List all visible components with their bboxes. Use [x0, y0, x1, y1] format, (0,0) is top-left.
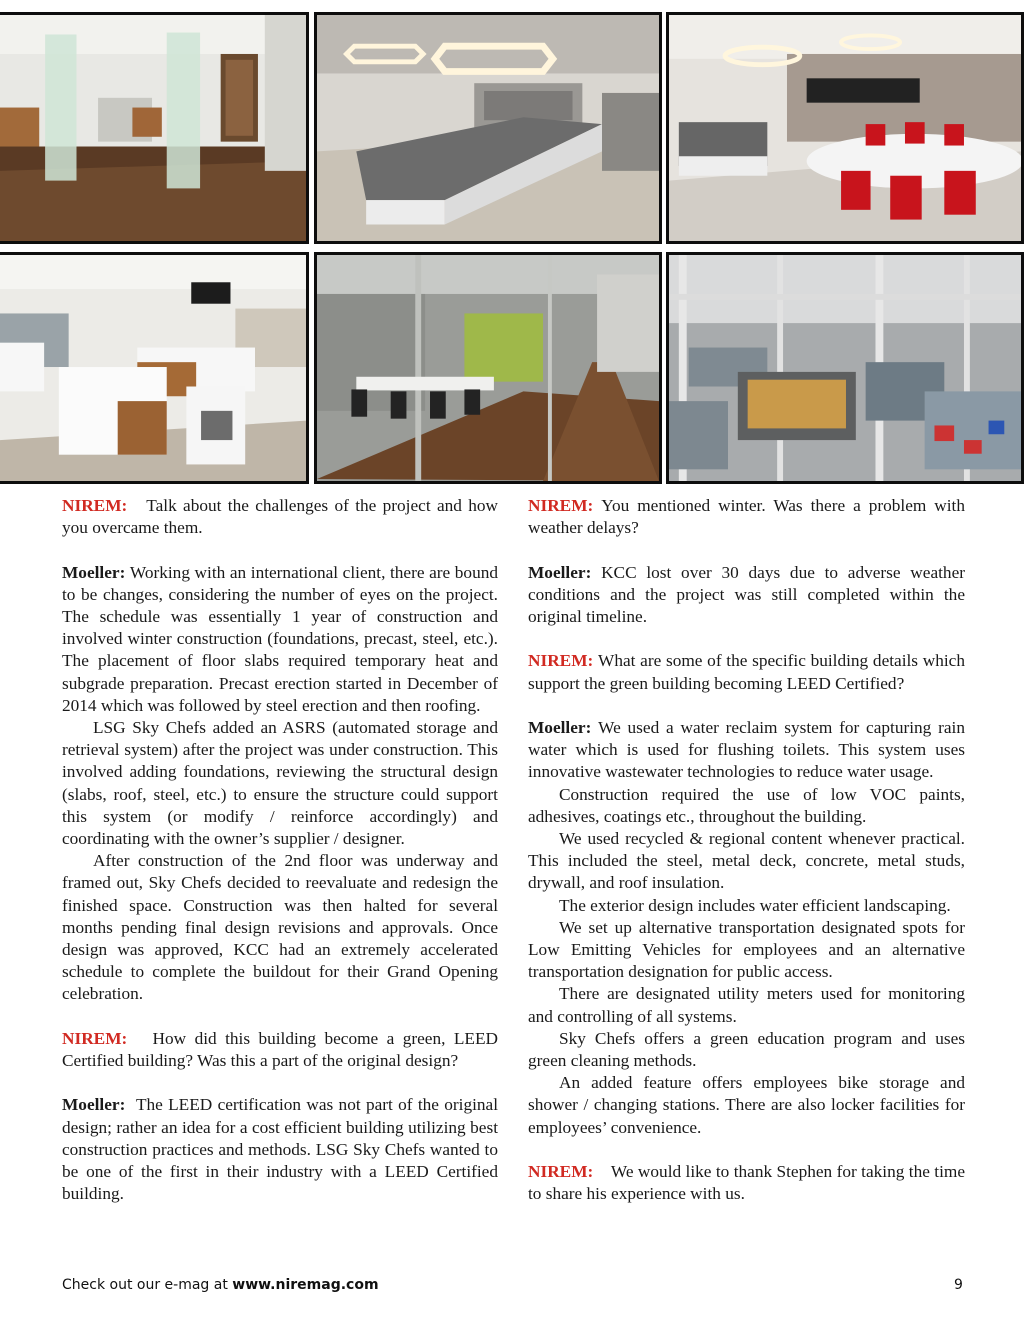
closing-statement [528, 1161, 965, 1205]
closing-text: We would like to thank Stephen for taking the time to share his experience with us. [528, 1162, 966, 1204]
question-challenges [62, 495, 498, 539]
question-text: Talk about the challenges of the project and how you overcame them. [62, 496, 498, 538]
answer-text: The LEED certification was not part of the original design; rather an idea for a cost efficient building utilizing best construction practices and methods. LSG Sky Chefs wanted to be one of the first in their industry with a LEED Certified building. [62, 1095, 499, 1204]
nirem-label: NIREM: [528, 496, 594, 515]
question-leed [62, 1028, 498, 1072]
nirem-label: NIREM: [62, 1028, 128, 1048]
photo-test-kitchen [0, 252, 309, 484]
answer-paragraph: Construction required the use of low VOC paints, adhesives, coatings etc., throughout the building. [528, 784, 965, 826]
question-text: How did this building become a green, LEED Certified building? Was this a part of the original design? [62, 1028, 498, 1071]
answer-paragraph: After construction of the 2nd floor was underway and framed out, Sky Chefs decided to reevaluate and redesign the finished space. Construction was then halted for several months pending final design revisions and approvals. Once design was approved, KCC had an extremely accelerated schedule to complete the buildout for their Grand Opening celebration. [62, 851, 498, 1004]
photo-demo-kitchen [314, 12, 662, 244]
nirem-label: NIREM: [528, 1162, 594, 1182]
answer-challenges [62, 562, 498, 717]
footer-prefix: Check out our e-mag at [62, 1277, 233, 1293]
nirem-label: NIREM: [528, 651, 594, 671]
moeller-label: Moeller: [528, 562, 592, 582]
question-text: You mentioned winter. Was there a problem with weather delays? [528, 496, 965, 538]
answer-green-details [528, 717, 965, 784]
answer-paragraph: We set up alternative transportation designated spots for Low Emitting Vehicles for employees and an alternative transportation designation for public access. [528, 917, 965, 982]
answer-text: KCC lost over 30 days due to adverse weather conditions and the project was still completed within the original timeline. [528, 562, 965, 626]
answer-paragraph: The exterior design includes water efficient landscaping. [559, 895, 951, 915]
answer-paragraph: An added feature offers employees bike storage and shower / changing stations. There are also locker facilities for employees’ convenience. [528, 1073, 965, 1137]
answer-text: Working with an international client, there are bound to be changes, considering the number of eyes on the project. The schedule was essentially 1 year of construction and involved winter construction (foundations, precast, steel, etc.). The placement of floor slabs required temporary heat and subgrade preparation. Precast erection started in December of 2014 which was followed by steel erection and then roofing. [62, 562, 498, 715]
answer-paragraph: There are designated utility meters used for monitoring and controlling of all systems. [528, 984, 965, 1026]
moeller-label: Moeller: [528, 717, 592, 737]
answer-weather [528, 562, 965, 629]
photo-conference-area [666, 12, 1024, 244]
answer-text: We used a water reclaim system for capturing rain water which is used for flushing toilets. This system uses innovative wastewater technologies to reduce water usage. [528, 717, 965, 782]
photo-production-kitchen [666, 252, 1024, 484]
answer-paragraph: LSG Sky Chefs added an ASRS (automated storage and retrieval system) after the project was under construction. This involved adding foundations, reviewing the structural design (slabs, roof, steel, etc.) to ensure the structure could support this system (or modify / reinforce accordingly) and coordinating with the owner’s supplier / designer. [62, 718, 498, 849]
answer-paragraph: Sky Chefs offers a green education program and uses green cleaning methods. [528, 1028, 965, 1071]
question-weather [528, 495, 965, 539]
footer-url-link[interactable]: www.niremag.com [232, 1277, 379, 1293]
question-green-details [528, 650, 965, 694]
right-column [528, 495, 965, 1205]
page-number: 9 [954, 1277, 963, 1293]
photo-office-entrance [0, 12, 309, 244]
question-text: What are some of the specific building details which support the green building becoming LEED Certified? [528, 651, 965, 693]
left-column [62, 495, 498, 1205]
photo-glass-meeting-room [314, 252, 662, 484]
nirem-label: NIREM: [62, 496, 128, 515]
footer-emag-notice [62, 1277, 379, 1293]
answer-paragraph: We used recycled & regional content whenever practical. This included the steel, metal deck, concrete, metal studs, drywall, and roof insulation. [528, 829, 965, 893]
moeller-label: Moeller: [62, 562, 126, 582]
moeller-label: Moeller: [62, 1095, 126, 1115]
answer-leed [62, 1094, 498, 1205]
